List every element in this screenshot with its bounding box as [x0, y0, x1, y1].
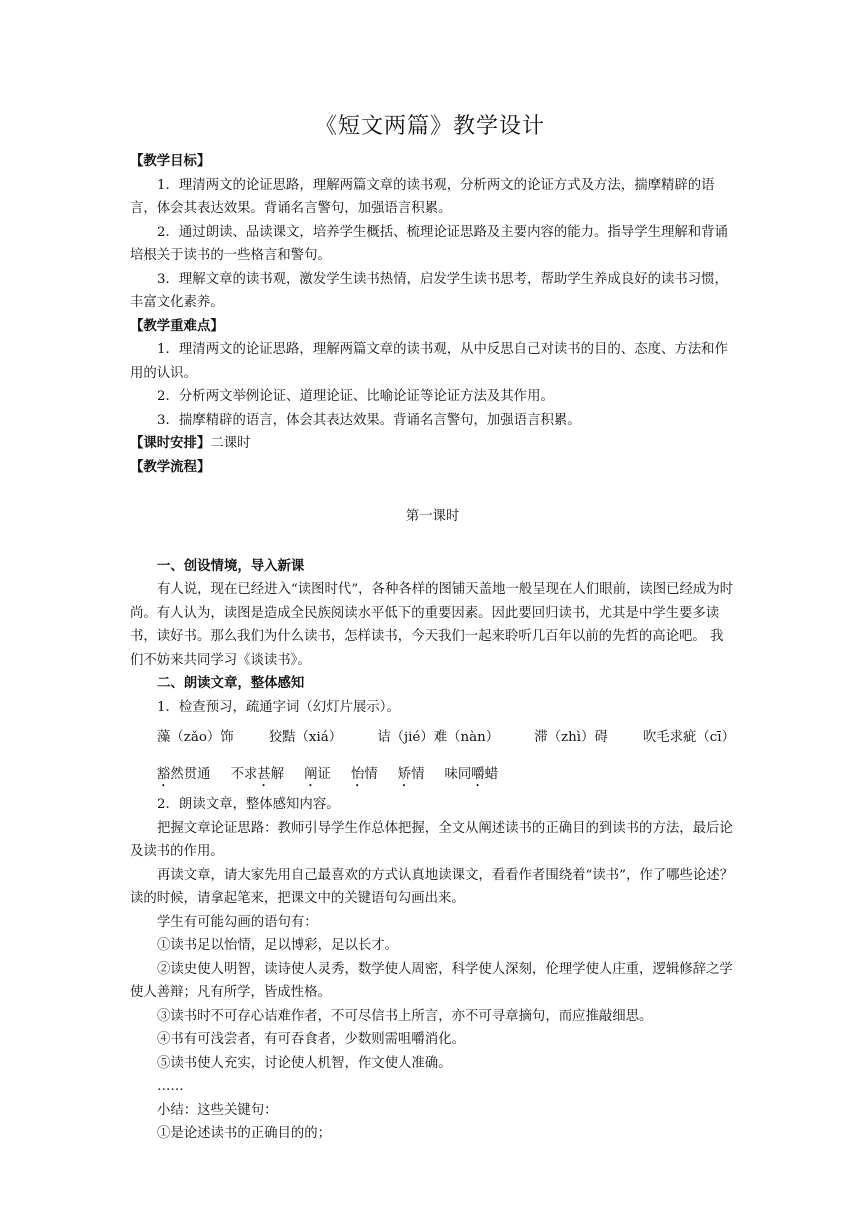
- keypoint-item: 2．分析两文举例论证、道理论证、比喻论证等论证方法及其作用。: [157, 389, 554, 404]
- vocab-row-dotted: [130, 760, 735, 793]
- vocab-word: 藻（zǎo）饰: [157, 730, 234, 745]
- step2-text: 2．朗读文章，整体感知内容。: [157, 797, 340, 812]
- paragraph: 再读文章，请大家先用自己最喜欢的方式认真地读课文，看看作者围绕着“读书”，作了哪些论述？读的时候，请拿起笔来，把课文中的关键语句勾画出来。: [130, 867, 734, 906]
- vocab-row-pinyin: [130, 723, 735, 756]
- quote-item: ①读书足以怡情，足以博彩，足以长才。: [157, 938, 399, 953]
- quote-item: ⑤读书使人充实，讨论使人机智，作文使人准确。: [157, 1055, 452, 1071]
- section1-text: 有人说，现在已经进入“读图时代”，各种各样的图铺天盖地一般呈现在人们眼前，读图已经成为时尚。有人认为，读图是造成全民族阅读水平低下的重要因素。因此要回归读书，尤其是中学生要多读书，读好书。那么我们为什么读书，怎样读书，今天我们一起来聆听几百年以前的先哲的高论吧。 我们不妨来共同学习《谈读书》。: [130, 582, 734, 668]
- vocab-word: 怡情: [350, 767, 378, 782]
- vocab-word: 吹毛求疵（cī）: [642, 730, 735, 745]
- goals-header: 【教学目标】: [130, 154, 211, 169]
- vocab-word: 豁然贯通: [157, 767, 211, 782]
- vocab-word: 狡黠（xiá）: [268, 730, 343, 745]
- keypoint-item: 1．理清两文的论证思路，理解两篇文章的读书观，从中反思自己对读书的目的、态度、方法和作用的认识。: [130, 342, 728, 381]
- goal-item: 2．通过朗读、品读课文，培养学生概括、梳理论证思路及主要内容的能力。指导学生理解和背诵培根关于读书的一些格言和警句。: [130, 224, 728, 263]
- quote-item: ②读史使人明智，读诗使人灵秀，数学使人周密，科学使人深刻，伦理学使人庄重，逻辑修辞之学使人善辩；凡有所学，皆成性格。: [130, 961, 733, 1000]
- schedule-value: 二课时: [210, 436, 251, 451]
- summary-item: ①是论述读书的正确目的的；: [157, 1126, 332, 1141]
- keypoint-item: 3．揣摩精辟的语言，体会其表达效果。背诵名言警句，加强语言积累。: [157, 412, 581, 428]
- summary-text: 小结：这些关键句：: [157, 1102, 278, 1118]
- ellipsis: ……: [157, 1079, 184, 1094]
- quote-item: ④书有可浅尝者，有可吞食者，少数则需咀嚼消化。: [157, 1032, 465, 1047]
- vocab-word: 诘（jié）难（nàn）: [377, 730, 500, 745]
- keypoints-header: 【教学重难点】: [130, 318, 224, 334]
- section2-heading: 二、朗读文章，整体感知: [157, 676, 305, 691]
- vocab-word: 不求甚解: [230, 767, 285, 782]
- schedule-header: 【课时安排】: [130, 436, 211, 451]
- paragraph: 学生有可能勾画的语句有：: [157, 914, 318, 930]
- section1-heading: 一、创设情境，导入新课: [157, 558, 305, 574]
- document-body: [130, 150, 735, 1146]
- vocab-word: 滞（zhì）碍: [534, 730, 608, 745]
- vocab-word: 矫情: [397, 767, 425, 782]
- process-header: 【教学流程】: [130, 459, 211, 475]
- lesson-title: 第一课时: [405, 509, 460, 524]
- quote-item: ③读书时不可存心诘难作者，不可尽信书上所言，亦不可寻章摘句，而应推敲细思。: [157, 1008, 653, 1024]
- schedule-line: [130, 432, 735, 456]
- vocab-word: 味同嚼蜡: [444, 767, 499, 782]
- vocab-word: 阐证: [304, 767, 331, 782]
- paragraph: 把握文章论证思路：教师引导学生作总体把握，全文从阐述读书的正确目的到读书的方法，最后论及读书的作用。: [130, 820, 733, 859]
- step1-text: 1．检查预习，疏通字词（幻灯片展示）。: [157, 699, 400, 715]
- goal-item: 3．理解文章的读书观，激发学生读书热情，启发学生读书思考，帮助学生养成良好的读书习惯，丰富文化素养。: [130, 271, 728, 310]
- document-title: 《短文两篇》教学设计: [314, 114, 545, 139]
- goal-item: 1．理清两文的论证思路，理解两篇文章的读书观，分析两文的论证方式及方法，揣摩精辟的语言，体会其表达效果。背诵名言警句，加强语言积累。: [130, 177, 715, 216]
